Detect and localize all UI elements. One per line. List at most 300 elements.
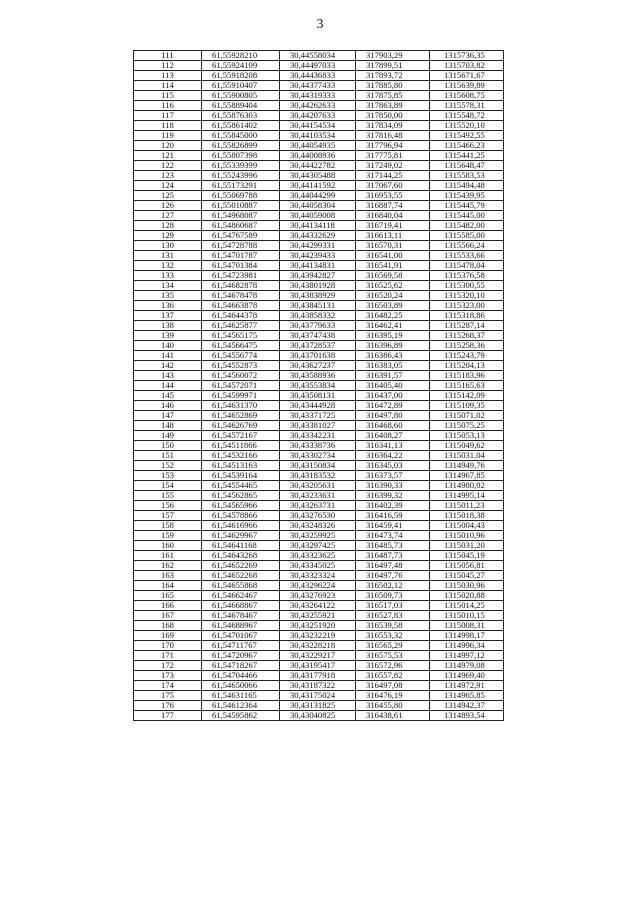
x-coordinate-cell: 316408,27: [356, 431, 430, 441]
point-number-cell: 165: [134, 591, 202, 601]
point-number-cell: 168: [134, 621, 202, 631]
x-coordinate-cell: 316373,57: [356, 471, 430, 481]
table-row: [134, 571, 504, 581]
latitude-cell: 61,54652269: [202, 561, 280, 571]
latitude-cell: 61,55069788: [202, 191, 280, 201]
point-number-cell: 167: [134, 611, 202, 621]
y-coordinate-cell: 1315736,35: [430, 51, 504, 61]
y-coordinate-cell: 1315004,43: [430, 521, 504, 531]
point-number-cell: 160: [134, 541, 202, 551]
x-coordinate-cell: 317796,94: [356, 141, 430, 151]
x-coordinate-cell: 316497,76: [356, 571, 430, 581]
latitude-cell: 61,55807398: [202, 151, 280, 161]
table-row: [134, 501, 504, 511]
x-coordinate-cell: 316390,33: [356, 481, 430, 491]
longitude-cell: 30,43297425: [280, 541, 356, 551]
table-row: [134, 491, 504, 501]
latitude-cell: 61,55900805: [202, 91, 280, 101]
latitude-cell: 61,54616966: [202, 521, 280, 531]
x-coordinate-cell: 316468,60: [356, 421, 430, 431]
table-row: [134, 261, 504, 271]
longitude-cell: 30,44134118: [280, 221, 356, 231]
y-coordinate-cell: 1315204,13: [430, 361, 504, 371]
longitude-cell: 30,44008936: [280, 151, 356, 161]
longitude-cell: 30,43259925: [280, 531, 356, 541]
latitude-cell: 61,54704466: [202, 671, 280, 681]
y-coordinate-cell: 1315010,96: [430, 531, 504, 541]
x-coordinate-cell: 316437,00: [356, 391, 430, 401]
latitude-cell: 61,54566475: [202, 341, 280, 351]
longitude-cell: 30,44319333: [280, 91, 356, 101]
table-row: [134, 581, 504, 591]
table-row: [134, 391, 504, 401]
longitude-cell: 30,44558034: [280, 51, 356, 61]
table-row: [134, 81, 504, 91]
longitude-cell: 30,44103534: [280, 131, 356, 141]
latitude-cell: 61,55918208: [202, 71, 280, 81]
longitude-cell: 30,43296224: [280, 581, 356, 591]
table-row: [134, 281, 504, 291]
x-coordinate-cell: 316575,53: [356, 651, 430, 661]
point-number-cell: 137: [134, 311, 202, 321]
point-number-cell: 127: [134, 211, 202, 221]
longitude-cell: 30,44377433: [280, 81, 356, 91]
y-coordinate-cell: 1315045,19: [430, 551, 504, 561]
table-row: [134, 131, 504, 141]
longitude-cell: 30,43228218: [280, 641, 356, 651]
point-number-cell: 149: [134, 431, 202, 441]
latitude-cell: 61,54711767: [202, 641, 280, 651]
latitude-cell: 61,54532166: [202, 451, 280, 461]
table-row: [134, 311, 504, 321]
table-row: [134, 151, 504, 161]
table-row: [134, 241, 504, 251]
table-row: [134, 431, 504, 441]
x-coordinate-cell: 316527,83: [356, 611, 430, 621]
point-number-cell: 129: [134, 231, 202, 241]
point-number-cell: 114: [134, 81, 202, 91]
x-coordinate-cell: 316399,32: [356, 491, 430, 501]
table-row: [134, 651, 504, 661]
x-coordinate-cell: 316572,96: [356, 661, 430, 671]
x-coordinate-cell: 316482,25: [356, 311, 430, 321]
point-number-cell: 173: [134, 671, 202, 681]
x-coordinate-cell: 316565,29: [356, 641, 430, 651]
point-number-cell: 113: [134, 71, 202, 81]
point-number-cell: 156: [134, 501, 202, 511]
point-number-cell: 145: [134, 391, 202, 401]
table-row: [134, 321, 504, 331]
y-coordinate-cell: 1315053,13: [430, 431, 504, 441]
longitude-cell: 30,43264122: [280, 601, 356, 611]
point-number-cell: 176: [134, 701, 202, 711]
point-number-cell: 158: [134, 521, 202, 531]
longitude-cell: 30,43233631: [280, 491, 356, 501]
longitude-cell: 30,43276530: [280, 511, 356, 521]
x-coordinate-cell: 316386,43: [356, 351, 430, 361]
longitude-cell: 30,43255921: [280, 611, 356, 621]
table-row: [134, 101, 504, 111]
table-row: [134, 691, 504, 701]
longitude-cell: 30,43131825: [280, 701, 356, 711]
point-number-cell: 146: [134, 401, 202, 411]
table-row: [134, 211, 504, 221]
x-coordinate-cell: 316517,03: [356, 601, 430, 611]
point-number-cell: 153: [134, 471, 202, 481]
point-number-cell: 132: [134, 261, 202, 271]
latitude-cell: 61,55928210: [202, 51, 280, 61]
latitude-cell: 61,54625877: [202, 321, 280, 331]
x-coordinate-cell: 316487,73: [356, 551, 430, 561]
x-coordinate-cell: 316391,57: [356, 371, 430, 381]
latitude-cell: 61,54728788: [202, 241, 280, 251]
longitude-cell: 30,43381027: [280, 421, 356, 431]
table-row: [134, 331, 504, 341]
y-coordinate-cell: 1315671,67: [430, 71, 504, 81]
latitude-cell: 61,55243996: [202, 171, 280, 181]
x-coordinate-cell: 316497,08: [356, 681, 430, 691]
latitude-cell: 61,54599971: [202, 391, 280, 401]
table-row: [134, 141, 504, 151]
point-number-cell: 139: [134, 331, 202, 341]
y-coordinate-cell: 1315492,55: [430, 131, 504, 141]
latitude-cell: 61,54641168: [202, 541, 280, 551]
point-number-cell: 171: [134, 651, 202, 661]
longitude-cell: 30,43232219: [280, 631, 356, 641]
point-number-cell: 125: [134, 191, 202, 201]
x-coordinate-cell: 316570,31: [356, 241, 430, 251]
longitude-cell: 30,43588936: [280, 371, 356, 381]
longitude-cell: 30,43747438: [280, 331, 356, 341]
y-coordinate-cell: 1314995,14: [430, 491, 504, 501]
longitude-cell: 30,44436833: [280, 71, 356, 81]
latitude-cell: 61,54650066: [202, 681, 280, 691]
y-coordinate-cell: 1315049,62: [430, 441, 504, 451]
point-number-cell: 120: [134, 141, 202, 151]
latitude-cell: 61,54718267: [202, 661, 280, 671]
latitude-cell: 61,54678467: [202, 611, 280, 621]
latitude-cell: 61,54701067: [202, 631, 280, 641]
point-number-cell: 147: [134, 411, 202, 421]
latitude-cell: 61,54565175: [202, 331, 280, 341]
x-coordinate-cell: 316541,91: [356, 261, 430, 271]
table-row: [134, 51, 504, 61]
latitude-cell: 61,54552873: [202, 361, 280, 371]
longitude-cell: 30,43345025: [280, 561, 356, 571]
latitude-cell: 61,54565966: [202, 501, 280, 511]
longitude-cell: 30,43858332: [280, 311, 356, 321]
point-number-cell: 112: [134, 61, 202, 71]
latitude-cell: 61,54578866: [202, 511, 280, 521]
table-row: [134, 551, 504, 561]
y-coordinate-cell: 1315585,00: [430, 231, 504, 241]
table-row: [134, 671, 504, 681]
point-number-cell: 151: [134, 451, 202, 461]
x-coordinate-cell: 316462,41: [356, 321, 430, 331]
table-row: [134, 611, 504, 621]
latitude-cell: 61,55826899: [202, 141, 280, 151]
x-coordinate-cell: 317775,81: [356, 151, 430, 161]
longitude-cell: 30,44305488: [280, 171, 356, 181]
latitude-cell: 61,54860687: [202, 221, 280, 231]
y-coordinate-cell: 1315071,02: [430, 411, 504, 421]
point-number-cell: 133: [134, 271, 202, 281]
table-row: [134, 371, 504, 381]
y-coordinate-cell: 1315583,53: [430, 171, 504, 181]
point-number-cell: 159: [134, 531, 202, 541]
y-coordinate-cell: 1315258,36: [430, 341, 504, 351]
table-row: [134, 161, 504, 171]
y-coordinate-cell: 1315478,04: [430, 261, 504, 271]
latitude-cell: 61,54720967: [202, 651, 280, 661]
latitude-cell: 61,54968087: [202, 211, 280, 221]
table-row: [134, 361, 504, 371]
longitude-cell: 30,44262633: [280, 101, 356, 111]
table-row: [134, 191, 504, 201]
x-coordinate-cell: 316396,89: [356, 341, 430, 351]
latitude-cell: 61,54643268: [202, 551, 280, 561]
y-coordinate-cell: 1315287,14: [430, 321, 504, 331]
longitude-cell: 30,43845131: [280, 301, 356, 311]
x-coordinate-cell: 316341,13: [356, 441, 430, 451]
y-coordinate-cell: 1314969,40: [430, 671, 504, 681]
point-number-cell: 122: [134, 161, 202, 171]
table-row: [134, 541, 504, 551]
y-coordinate-cell: 1315031,20: [430, 541, 504, 551]
longitude-cell: 30,44154534: [280, 121, 356, 131]
x-coordinate-cell: 316383,05: [356, 361, 430, 371]
y-coordinate-cell: 1315578,31: [430, 101, 504, 111]
longitude-cell: 30,44134831: [280, 261, 356, 271]
table-row: [134, 341, 504, 351]
table-row: [134, 201, 504, 211]
x-coordinate-cell: 316953,55: [356, 191, 430, 201]
x-coordinate-cell: 316497,48: [356, 561, 430, 571]
table-row: [134, 251, 504, 261]
longitude-cell: 30,43302734: [280, 451, 356, 461]
point-number-cell: 116: [134, 101, 202, 111]
point-number-cell: 141: [134, 351, 202, 361]
y-coordinate-cell: 1315268,37: [430, 331, 504, 341]
point-number-cell: 130: [134, 241, 202, 251]
table-row: [134, 171, 504, 181]
y-coordinate-cell: 1315318,86: [430, 311, 504, 321]
longitude-cell: 30,44058304: [280, 201, 356, 211]
y-coordinate-cell: 1315520,10: [430, 121, 504, 131]
x-coordinate-cell: 316395,19: [356, 331, 430, 341]
x-coordinate-cell: 317863,89: [356, 101, 430, 111]
longitude-cell: 30,43229217: [280, 651, 356, 661]
x-coordinate-cell: 316485,73: [356, 541, 430, 551]
table-row: [134, 461, 504, 471]
longitude-cell: 30,44497033: [280, 61, 356, 71]
point-number-cell: 117: [134, 111, 202, 121]
x-coordinate-cell: 316459,41: [356, 521, 430, 531]
y-coordinate-cell: 1315533,66: [430, 251, 504, 261]
latitude-cell: 61,54595862: [202, 711, 280, 721]
table-row: [134, 381, 504, 391]
table-row: [134, 681, 504, 691]
x-coordinate-cell: 316476,19: [356, 691, 430, 701]
x-coordinate-cell: 316541,00: [356, 251, 430, 261]
x-coordinate-cell: 316473,74: [356, 531, 430, 541]
x-coordinate-cell: 316503,89: [356, 301, 430, 311]
point-number-cell: 175: [134, 691, 202, 701]
y-coordinate-cell: 1315010,15: [430, 611, 504, 621]
longitude-cell: 30,43251920: [280, 621, 356, 631]
latitude-cell: 61,55845000: [202, 131, 280, 141]
latitude-cell: 61,55876303: [202, 111, 280, 121]
latitude-cell: 61,54767589: [202, 231, 280, 241]
table-row: [134, 411, 504, 421]
point-number-cell: 119: [134, 131, 202, 141]
table-row: [134, 401, 504, 411]
point-number-cell: 170: [134, 641, 202, 651]
y-coordinate-cell: 1315445,79: [430, 201, 504, 211]
table-row: [134, 661, 504, 671]
point-number-cell: 155: [134, 491, 202, 501]
longitude-cell: 30,43338736: [280, 441, 356, 451]
table-row: [134, 531, 504, 541]
latitude-cell: 61,54644378: [202, 311, 280, 321]
longitude-cell: 30,43187322: [280, 681, 356, 691]
point-number-cell: 161: [134, 551, 202, 561]
latitude-cell: 61,54682878: [202, 281, 280, 291]
table-row: [134, 701, 504, 711]
y-coordinate-cell: 1314965,85: [430, 691, 504, 701]
x-coordinate-cell: 316719,41: [356, 221, 430, 231]
page-number: 3: [316, 17, 324, 32]
y-coordinate-cell: 1315648,47: [430, 161, 504, 171]
table-row: [134, 421, 504, 431]
point-number-cell: 144: [134, 381, 202, 391]
y-coordinate-cell: 1315018,38: [430, 511, 504, 521]
table-row: [134, 441, 504, 451]
longitude-cell: 30,43627237: [280, 361, 356, 371]
point-number-cell: 128: [134, 221, 202, 231]
point-number-cell: 138: [134, 321, 202, 331]
latitude-cell: 61,55910407: [202, 81, 280, 91]
point-number-cell: 136: [134, 301, 202, 311]
longitude-cell: 30,43248326: [280, 521, 356, 531]
longitude-cell: 30,44054935: [280, 141, 356, 151]
longitude-cell: 30,43779633: [280, 321, 356, 331]
point-number-cell: 124: [134, 181, 202, 191]
longitude-cell: 30,44141592: [280, 181, 356, 191]
table-row: [134, 631, 504, 641]
x-coordinate-cell: 316364,22: [356, 451, 430, 461]
y-coordinate-cell: 1315445,00: [430, 211, 504, 221]
y-coordinate-cell: 1315014,25: [430, 601, 504, 611]
point-number-cell: 150: [134, 441, 202, 451]
table-row: [134, 521, 504, 531]
latitude-cell: 61,54701787: [202, 251, 280, 261]
table-row: [134, 451, 504, 461]
y-coordinate-cell: 1315030,96: [430, 581, 504, 591]
x-coordinate-cell: 317885,80: [356, 81, 430, 91]
longitude-cell: 30,43183532: [280, 471, 356, 481]
y-coordinate-cell: 1314998,17: [430, 631, 504, 641]
longitude-cell: 30,43175024: [280, 691, 356, 701]
y-coordinate-cell: 1315011,23: [430, 501, 504, 511]
latitude-cell: 61,54572167: [202, 431, 280, 441]
longitude-cell: 30,43195417: [280, 661, 356, 671]
y-coordinate-cell: 1314980,02: [430, 481, 504, 491]
longitude-cell: 30,44239433: [280, 251, 356, 261]
latitude-cell: 61,54652268: [202, 571, 280, 581]
longitude-cell: 30,44059008: [280, 211, 356, 221]
x-coordinate-cell: 316557,82: [356, 671, 430, 681]
table-row: [134, 511, 504, 521]
longitude-cell: 30,44207633: [280, 111, 356, 121]
y-coordinate-cell: 1315075,25: [430, 421, 504, 431]
x-coordinate-cell: 317067,60: [356, 181, 430, 191]
x-coordinate-cell: 316520,24: [356, 291, 430, 301]
x-coordinate-cell: 317903,29: [356, 51, 430, 61]
longitude-cell: 30,43701638: [280, 351, 356, 361]
longitude-cell: 30,43838929: [280, 291, 356, 301]
x-coordinate-cell: 316345,03: [356, 461, 430, 471]
table-row: [134, 641, 504, 651]
y-coordinate-cell: 1314979,08: [430, 661, 504, 671]
coordinates-table: [133, 50, 504, 721]
table-row: [134, 301, 504, 311]
latitude-cell: 61,55339399: [202, 161, 280, 171]
latitude-cell: 61,54556774: [202, 351, 280, 361]
table-row: [134, 71, 504, 81]
y-coordinate-cell: 1315482,00: [430, 221, 504, 231]
latitude-cell: 61,54663878: [202, 301, 280, 311]
x-coordinate-cell: 316840,04: [356, 211, 430, 221]
x-coordinate-cell: 317893,72: [356, 71, 430, 81]
latitude-cell: 61,54668867: [202, 601, 280, 611]
x-coordinate-cell: 316539,58: [356, 621, 430, 631]
latitude-cell: 61,54513163: [202, 461, 280, 471]
longitude-cell: 30,43371725: [280, 411, 356, 421]
x-coordinate-cell: 316525,62: [356, 281, 430, 291]
x-coordinate-cell: 316405,40: [356, 381, 430, 391]
point-number-cell: 134: [134, 281, 202, 291]
x-coordinate-cell: 317816,48: [356, 131, 430, 141]
table-row: [134, 601, 504, 611]
longitude-cell: 30,43942827: [280, 271, 356, 281]
point-number-cell: 154: [134, 481, 202, 491]
table-row: [134, 471, 504, 481]
y-coordinate-cell: 1315045,27: [430, 571, 504, 581]
point-number-cell: 126: [134, 201, 202, 211]
longitude-cell: 30,43177918: [280, 671, 356, 681]
point-number-cell: 115: [134, 91, 202, 101]
x-coordinate-cell: 316455,80: [356, 701, 430, 711]
y-coordinate-cell: 1315703,82: [430, 61, 504, 71]
latitude-cell: 61,54612364: [202, 701, 280, 711]
y-coordinate-cell: 1314967,85: [430, 471, 504, 481]
longitude-cell: 30,43040825: [280, 711, 356, 721]
y-coordinate-cell: 1314996,34: [430, 641, 504, 651]
y-coordinate-cell: 1315441,25: [430, 151, 504, 161]
y-coordinate-cell: 1315300,55: [430, 281, 504, 291]
table-row: [134, 591, 504, 601]
coordinates-table-body: [134, 51, 504, 721]
y-coordinate-cell: 1315142,09: [430, 391, 504, 401]
point-number-cell: 172: [134, 661, 202, 671]
point-number-cell: 111: [134, 51, 202, 61]
table-row: [134, 61, 504, 71]
table-row: [134, 231, 504, 241]
longitude-cell: 30,43150834: [280, 461, 356, 471]
y-coordinate-cell: 1314942,37: [430, 701, 504, 711]
x-coordinate-cell: 317875,85: [356, 91, 430, 101]
